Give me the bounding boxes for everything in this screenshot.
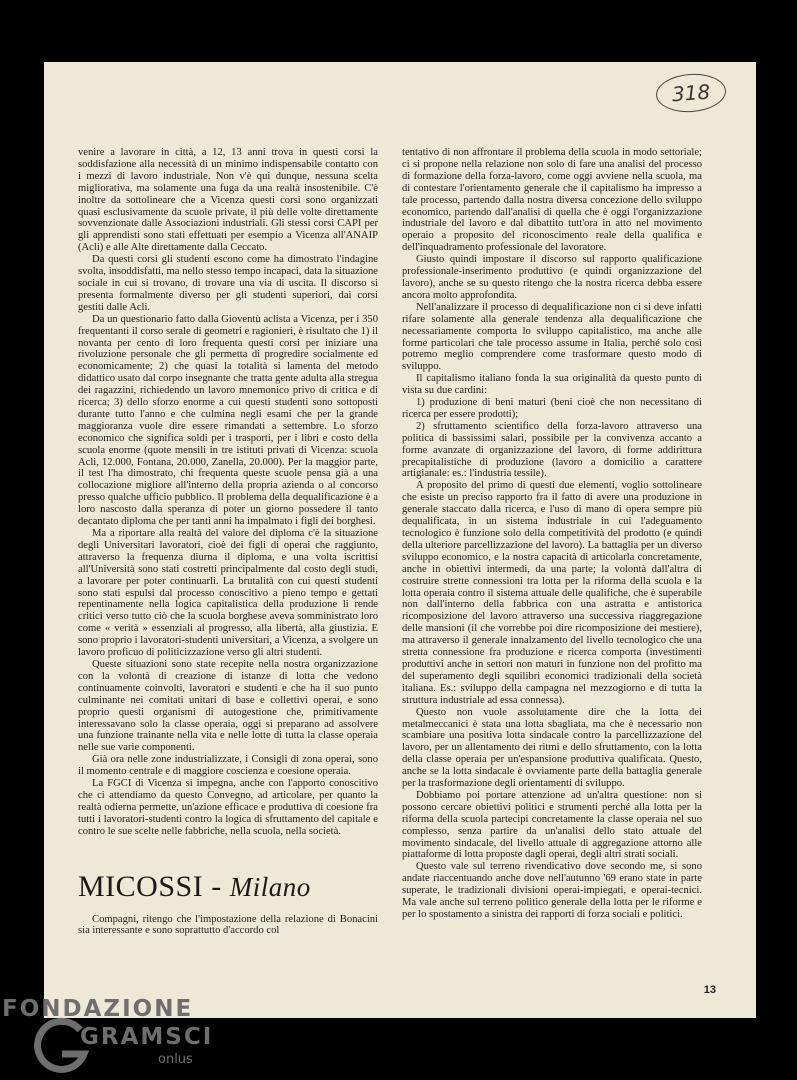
- paragraph: Già ora nelle zone industrializzate, i Consigli di zona operai, sono il momento centrale e di maggiore coscienza e coesione operaia.: [78, 754, 378, 778]
- paragraph: La FGCI di Vicenza si impegna, anche con l'apporto conoscitivo che ci attendiamo da questo Convegno, ad articolare, per quanto la realtà odierna permette, un'azione efficace e produttiva di coesione fra tutti i lavoratori-studenti contro la logica di sfruttamento del capitale e contro le sue scelte nelle fabbriche, nella scuola, nella società.: [78, 778, 378, 837]
- speaker-city: Milano: [229, 871, 311, 902]
- archive-stamp: 318: [655, 72, 727, 115]
- paragraph: Questo non vuole assolutamente dire che la lotta dei metalmeccanici è stata una lotta sbagliata, ma che è necessario non scambiare una positiva lotta sindacale contro la parcellizzazione del lavoro, per un allentamento dei ritmi e dello sfruttamento, con la lotta della classe operaia per un'espansione produttiva qualificata. Questo, anche se la lotta sindacale è ovviamente parte della battaglia generale per la trasformazione degli orientamenti di sviluppo.: [402, 706, 702, 790]
- watermark-logo: [0, 990, 260, 1080]
- scanned-page: [44, 62, 756, 1018]
- watermark-line3: onlus: [158, 1052, 193, 1067]
- paragraph: Ma a riportare alla realtà del valore del diploma c'è la situazione degli Universitari lavoratori, cioè dei figli di operai che raggiunto, attraverso la frequenza diurna il diploma, e una volta iscrittisi all'Università sono stati costretti principalmente dal costo degli studi, a lavorare per poter continuarli. La brutalità con cui questi studenti sono stati espulsi dal processo conoscitivo a pieno tempo e gettati repentinamente nella logica capitalistica della produzione li rende critici verso tutto ciò che la scuola borghese aveva somministrato loro come « verità » essenziali al progresso, alla libertà, alla giustizia. E sono proprio i lavoratori-studenti universitari, a Vicenza, a svolgere un lavoro proficuo di politicizzazione verso gli altri studenti.: [78, 528, 378, 659]
- section-heading: [78, 871, 378, 903]
- paragraph: Compagni, ritengo che l'impostazione della relazione di Bonacini sia interessante e sono soprattutto d'accordo col: [78, 913, 378, 937]
- paragraph: Nell'analizzare il processo di dequalificazione non ci si deve infatti rifare solamente alla generale tendenza alla dequalificazione che necessariamente comporta lo sviluppo capitalistico, ma anche alle forme particolari che tale processo assume in Italia, perché solo così potremo meglio comprendere come trasformare questo modo di sviluppo.: [402, 301, 702, 373]
- paragraph: Questo vale sul terreno rivendicativo dove secondo me, si sono andate riaccentuando anche dove nell'autunno '69 erano state in parte superate, le tradizionali divisioni operai-impiegati, e operai-tecnici. Ma vale anche sul terreno politico generale della lotta per le riforme e per lo spostamento a sinistra dei rapporti di forza sociali e politici.: [402, 861, 702, 920]
- paragraph: tentativo di non affrontare il problema della scuola in modo settoriale; ci si propone nella relazione non solo di fare una analisi del processo di formazione della forza-lavoro, come oggi avviene nella scuola, ma di contestare l'orientamento generale che il capitalismo ha impresso a tale processo, partendo dalla nostra diversa concezione dello sviluppo economico, partendo dall'analisi di quella che è oggi l'organizzazione industriale del lavoro e dal dibattito tutt'ora in atto nel movimento operaio a proposito del riconoscimento reale della qualifica e dell'inquadramento professionale del lavoratore.: [402, 147, 702, 254]
- paragraph: 2) sfruttamento scientifico della forza-lavoro attraverso una politica di bassissimi salari, possibile per la convivenza accanto a forme avanzate di organizzazione del lavoro, di forme addirittura precapitalistiche di produzione (lavoro a domicilio a carattere artigianale: es.: l'industria tessile).: [402, 420, 702, 480]
- paragraph: 1) produzione di beni maturi (beni cioè che non necessitano di ricerca per essere prodotti);: [402, 397, 702, 420]
- paragraph: Da un questionario fatto dalla Gioventù aclista a Vicenza, per i 350 frequentanti il corso serale di geometri e ragionieri, è risultato che 1) il novanta per cento di loro frequenta questi corsi per iniziare una rivoluzione personale che gli permetta di progredire socialmente ed economicamente; 2) che quasi la totalità si lamenta del metodo didattico usato dal corpo insegnante che tratta gente adulta alla stregua dei ragazzini, richiedendo un lavoro mnemonico privo di critica e di ricerca; 3) dello sforzo enorme a cui questi studenti sono sottoposti durante tutto l'anno e che culmina negli esami che per la grande maggioranza vuole dire essere rimandati a settembre. Lo sforzo economico che significa soldi per i trasporti, per i libri e costo della scuola enorme (quote mensili in tre istituti privati di Vicenza: scuola Acli, 12.000, Fontana, 20.000, Zanella, 20.000). Per la maggior parte, il test l'ha dimostrato, chi frequenta queste scuole pensa già a una collocazione migliore all'interno della propria azienda o al concorso presso qualche ufficio pubblico. Il problema della dequalificazione è a loro nascosto dalla speranza di poter un giorno possedere il tanto decantato diploma che per tanti anni ha impalmato i figli dei borghesi.: [78, 313, 378, 528]
- paragraph: Queste situazioni sono state recepite nella nostra organizzazione con la volontà di creazione di istanze di lotta che vedono continuamente coinvolti, lavoratori e studenti e che ha il suo punto culminante nei comitati unitari di base e collettivi operai, e sono proprio questi organismi di autogestione che, primitivamente interessavano solo la classe operaia, oggi si preparano ad assolvere una funzione trainante nella vita e nelle lotte di tutta la classe operaia nelle sue varie componenti.: [78, 658, 378, 754]
- watermark-line2: GRAMSCI: [80, 1024, 214, 1050]
- paragraph: Da questi corsi gli studenti escono come ha dimostrato l'indagine svolta, insoddisfatti, ma nello stesso tempo incapaci, data la situazione sociale in cui si trovano, di trovare una via di uscita. Il discorso si presenta formalmente diverso per gli studenti superiori, dai corsi gestiti dalle Acli.: [78, 254, 378, 313]
- right-column: [402, 147, 702, 921]
- paragraph: Dobbiamo poi portare attenzione ad un'altra questione: non si possono cercare obiettivi politici e strumenti perché alla lotta per la riforma della scuola partecipi concretamente la classe operaia nel suo complesso, senza partire da un'analisi dello stato attuale del movimento sindacale, del livello attuale di aggregazione attorno alle piattaforme di lotta proposte dagli operai, degli altri strati sociali.: [402, 789, 702, 861]
- paragraph: Il capitalismo italiano fonda la sua originalità da questo punto di vista su due cardini:: [402, 373, 702, 397]
- paragraph: Giusto quindi impostare il discorso sul rapporto qualificazione professionale-inserimento produttivo (e quindi organizzazione del lavoro), anche se su questo ritengo che la nostra ricerca debba essere ancora molto approfondita.: [402, 254, 702, 301]
- speaker-name: MICOSSI: [78, 869, 204, 903]
- paragraph: A proposito del primo di questi due elementi, voglio sottolineare che esiste un preciso rapporto fra il fatto di avere una produzione in generale staccato dalla ricerca, e l'uso di mano di opera sempre più dequalificata, in un sistema industriale in cui l'adeguamento tecnologico è funzione solo della competitività del prodotto (e quindi della ulteriore parcellizzazione del lavoro). La battaglia per un diverso sviluppo economico, e la nostra capacità di articolarla concretamente, anche in obiettivi intermedi, da una parte; la volontà dall'altra di costruire strette connessioni tra lotta per la riforma della scuola e la lotta operaia contro il sistema attuale delle qualifiche, che è superabile non dall'interno della fabbrica con una astratta e antistorica ricomposizione del lavoro attraverso una successiva riaggregazione delle mansioni (il che vorrebbe poi dire ricomposizione dei mestiere), ma attraverso il generale innalzamento del livello tecnologico che una stretta connessione fra produzione e ricerca comporta (investimenti produttivi anche in settori non maturi in funzione non del profitto ma del superamento degli squilibri economici tradizionali della società italiana. Es.: sviluppo della campagna nel mezzogiorno e di tutta la struttura industriale ad essa connessa).: [402, 480, 702, 706]
- paragraph: venire a lavorare in città, a 12, 13 anni trova in questi corsi la soddisfazione alla necessità di un minimo indispensabile contatto con i mezzi di lavoro industriale. Non v'è qui dunque, nessuna scelta migliorativa, ma solamente una fuga da una realtà insostenibile. C'è inoltre da sottolineare che a Vicenza questi corsi sono organizzati quasi esclusivamente da scuole private, il più delle volte direttamente sovvenzionate dalle Associazioni industriali. Gli stessi corsi CAPI per gli apprendisti sono stati effettuati per esempio a Vicenza all'ANAIP (Acli) e alle Alte direttamente dalla Ceccato.: [78, 147, 378, 254]
- watermark-line1: FONDAZIONE: [2, 996, 194, 1022]
- page-number: 13: [703, 984, 716, 996]
- heading-separator: -: [211, 869, 222, 903]
- left-column: [78, 147, 378, 937]
